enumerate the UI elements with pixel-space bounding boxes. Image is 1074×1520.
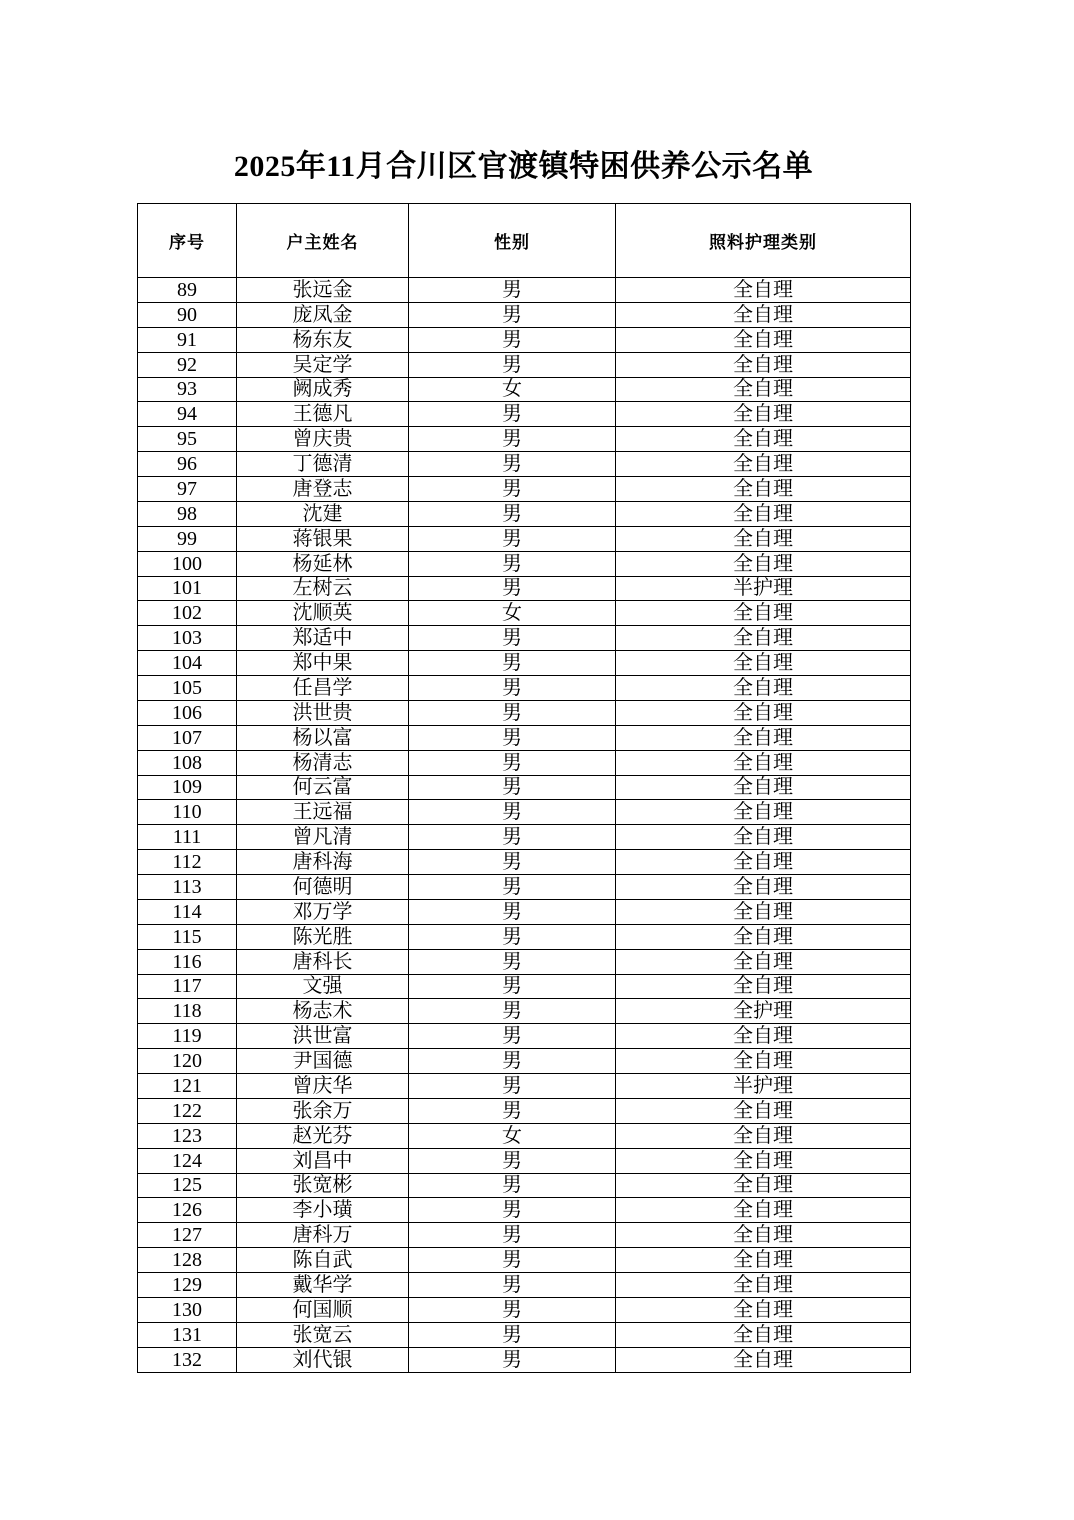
cell-gender: 男: [409, 1223, 616, 1248]
cell-name: 任昌学: [237, 676, 409, 701]
table-row: [138, 825, 911, 850]
cell-care: 半护理: [616, 1074, 911, 1099]
cell-gender: 男: [409, 1173, 616, 1198]
cell-care: 全自理: [616, 402, 911, 427]
cell-name: 陈自武: [237, 1248, 409, 1273]
cell-name: 杨延林: [237, 551, 409, 576]
cell-name: 王德凡: [237, 402, 409, 427]
cell-serial: 129: [138, 1273, 237, 1298]
cell-care: 全自理: [616, 477, 911, 502]
cell-serial: 119: [138, 1024, 237, 1049]
cell-name: 何国顺: [237, 1297, 409, 1322]
cell-care: 全自理: [616, 949, 911, 974]
cell-name: 杨东友: [237, 327, 409, 352]
table-row: [138, 700, 911, 725]
table-row: [138, 725, 911, 750]
table-row: [138, 427, 911, 452]
cell-name: 尹国德: [237, 1049, 409, 1074]
cell-care: 全自理: [616, 1024, 911, 1049]
cell-gender: 男: [409, 1198, 616, 1223]
table-row: [138, 1198, 911, 1223]
cell-gender: 女: [409, 601, 616, 626]
cell-care: 半护理: [616, 576, 911, 601]
cell-care: 全自理: [616, 377, 911, 402]
cell-serial: 100: [138, 551, 237, 576]
cell-serial: 112: [138, 850, 237, 875]
cell-care: 全自理: [616, 750, 911, 775]
cell-serial: 103: [138, 626, 237, 651]
table-row: [138, 576, 911, 601]
cell-name: 丁德清: [237, 452, 409, 477]
header-row: [138, 204, 911, 278]
table-row: [138, 501, 911, 526]
table-row: [138, 1173, 911, 1198]
cell-name: 唐科万: [237, 1223, 409, 1248]
table-row: [138, 1248, 911, 1273]
table-row: [138, 352, 911, 377]
table-row: [138, 1123, 911, 1148]
cell-serial: 102: [138, 601, 237, 626]
cell-gender: 男: [409, 1098, 616, 1123]
cell-gender: 男: [409, 775, 616, 800]
table-row: [138, 1223, 911, 1248]
table-row: [138, 676, 911, 701]
cell-care: 全自理: [616, 1248, 911, 1273]
cell-serial: 89: [138, 278, 237, 303]
cell-name: 赵光芬: [237, 1123, 409, 1148]
table-row: [138, 302, 911, 327]
column-header-care: 照料护理类别: [616, 204, 911, 278]
cell-name: 文强: [237, 974, 409, 999]
cell-gender: 男: [409, 452, 616, 477]
cell-gender: 男: [409, 1347, 616, 1372]
cell-serial: 113: [138, 875, 237, 900]
cell-care: 全自理: [616, 352, 911, 377]
cell-care: 全自理: [616, 700, 911, 725]
column-header-name: 户主姓名: [237, 204, 409, 278]
cell-serial: 130: [138, 1297, 237, 1322]
table-row: [138, 775, 911, 800]
table-row: [138, 800, 911, 825]
cell-name: 何德明: [237, 875, 409, 900]
cell-gender: 男: [409, 327, 616, 352]
table-row: [138, 1049, 911, 1074]
cell-serial: 106: [138, 700, 237, 725]
cell-gender: 男: [409, 1248, 616, 1273]
cell-gender: 男: [409, 974, 616, 999]
cell-care: 全自理: [616, 1273, 911, 1298]
cell-gender: 男: [409, 477, 616, 502]
cell-gender: 男: [409, 850, 616, 875]
cell-care: 全自理: [616, 1297, 911, 1322]
cell-name: 沈顺英: [237, 601, 409, 626]
cell-gender: 男: [409, 651, 616, 676]
cell-name: 戴华学: [237, 1273, 409, 1298]
cell-gender: 男: [409, 999, 616, 1024]
cell-name: 唐科长: [237, 949, 409, 974]
cell-gender: 男: [409, 676, 616, 701]
cell-name: 洪世富: [237, 1024, 409, 1049]
cell-gender: 男: [409, 626, 616, 651]
cell-serial: 126: [138, 1198, 237, 1223]
cell-serial: 125: [138, 1173, 237, 1198]
cell-serial: 110: [138, 800, 237, 825]
cell-gender: 男: [409, 949, 616, 974]
table-row: [138, 601, 911, 626]
table-row: [138, 377, 911, 402]
cell-serial: 93: [138, 377, 237, 402]
cell-care: 全自理: [616, 974, 911, 999]
cell-gender: 男: [409, 875, 616, 900]
cell-name: 张宽彬: [237, 1173, 409, 1198]
cell-serial: 116: [138, 949, 237, 974]
cell-name: 蒋银果: [237, 526, 409, 551]
table-row: [138, 899, 911, 924]
cell-serial: 96: [138, 452, 237, 477]
table-row: [138, 551, 911, 576]
cell-care: 全自理: [616, 1322, 911, 1347]
cell-care: 全自理: [616, 1148, 911, 1173]
cell-care: 全自理: [616, 875, 911, 900]
table-row: [138, 651, 911, 676]
cell-care: 全自理: [616, 775, 911, 800]
cell-name: 何云富: [237, 775, 409, 800]
cell-care: 全自理: [616, 1347, 911, 1372]
cell-name: 唐登志: [237, 477, 409, 502]
cell-care: 全自理: [616, 501, 911, 526]
cell-name: 刘代银: [237, 1347, 409, 1372]
cell-care: 全自理: [616, 601, 911, 626]
table-row: [138, 1098, 911, 1123]
cell-serial: 107: [138, 725, 237, 750]
table-row: [138, 452, 911, 477]
cell-serial: 123: [138, 1123, 237, 1148]
cell-name: 洪世贵: [237, 700, 409, 725]
cell-name: 张余万: [237, 1098, 409, 1123]
cell-serial: 90: [138, 302, 237, 327]
cell-name: 左树云: [237, 576, 409, 601]
cell-gender: 男: [409, 1024, 616, 1049]
cell-gender: 男: [409, 1074, 616, 1099]
cell-care: 全自理: [616, 725, 911, 750]
table-row: [138, 1024, 911, 1049]
cell-serial: 111: [138, 825, 237, 850]
table-row: [138, 278, 911, 303]
cell-care: 全自理: [616, 278, 911, 303]
cell-serial: 97: [138, 477, 237, 502]
cell-gender: 男: [409, 427, 616, 452]
cell-gender: 男: [409, 825, 616, 850]
cell-care: 全自理: [616, 1223, 911, 1248]
cell-serial: 132: [138, 1347, 237, 1372]
cell-gender: 男: [409, 750, 616, 775]
cell-gender: 男: [409, 924, 616, 949]
column-header-gender: 性别: [409, 204, 616, 278]
cell-serial: 124: [138, 1148, 237, 1173]
cell-care: 全自理: [616, 1173, 911, 1198]
cell-gender: 男: [409, 278, 616, 303]
cell-serial: 120: [138, 1049, 237, 1074]
cell-care: 全自理: [616, 1123, 911, 1148]
cell-serial: 121: [138, 1074, 237, 1099]
cell-name: 杨以富: [237, 725, 409, 750]
cell-gender: 男: [409, 576, 616, 601]
cell-name: 杨清志: [237, 750, 409, 775]
cell-gender: 男: [409, 1297, 616, 1322]
cell-care: 全自理: [616, 1049, 911, 1074]
cell-serial: 122: [138, 1098, 237, 1123]
cell-gender: 男: [409, 725, 616, 750]
cell-care: 全自理: [616, 651, 911, 676]
cell-gender: 女: [409, 377, 616, 402]
cell-name: 张远金: [237, 278, 409, 303]
table-row: [138, 1148, 911, 1173]
table-row: [138, 477, 911, 502]
cell-name: 郑中果: [237, 651, 409, 676]
table-row: [138, 1273, 911, 1298]
cell-serial: 128: [138, 1248, 237, 1273]
cell-name: 张宽云: [237, 1322, 409, 1347]
cell-gender: 男: [409, 1273, 616, 1298]
cell-name: 杨志术: [237, 999, 409, 1024]
table-row: [138, 327, 911, 352]
cell-serial: 115: [138, 924, 237, 949]
cell-care: 全自理: [616, 899, 911, 924]
cell-serial: 127: [138, 1223, 237, 1248]
cell-serial: 92: [138, 352, 237, 377]
cell-name: 邓万学: [237, 899, 409, 924]
table-row: [138, 875, 911, 900]
cell-serial: 109: [138, 775, 237, 800]
cell-care: 全自理: [616, 1198, 911, 1223]
cell-care: 全自理: [616, 427, 911, 452]
cell-care: 全自理: [616, 526, 911, 551]
cell-care: 全自理: [616, 825, 911, 850]
cell-gender: 男: [409, 402, 616, 427]
cell-serial: 98: [138, 501, 237, 526]
cell-serial: 105: [138, 676, 237, 701]
table-row: [138, 626, 911, 651]
cell-gender: 男: [409, 551, 616, 576]
cell-name: 吴定学: [237, 352, 409, 377]
table-row: [138, 924, 911, 949]
cell-care: 全自理: [616, 924, 911, 949]
cell-gender: 男: [409, 1148, 616, 1173]
table-row: [138, 999, 911, 1024]
cell-serial: 114: [138, 899, 237, 924]
cell-gender: 男: [409, 352, 616, 377]
cell-gender: 男: [409, 1322, 616, 1347]
cell-serial: 99: [138, 526, 237, 551]
table-row: [138, 1297, 911, 1322]
cell-gender: 男: [409, 302, 616, 327]
roster-table: [137, 203, 911, 1373]
cell-care: 全自理: [616, 626, 911, 651]
cell-name: 沈建: [237, 501, 409, 526]
cell-care: 全自理: [616, 1098, 911, 1123]
cell-gender: 男: [409, 501, 616, 526]
table-row: [138, 402, 911, 427]
cell-gender: 男: [409, 1049, 616, 1074]
cell-care: 全自理: [616, 676, 911, 701]
cell-care: 全自理: [616, 850, 911, 875]
table-row: [138, 750, 911, 775]
cell-serial: 104: [138, 651, 237, 676]
table-row: [138, 1074, 911, 1099]
cell-gender: 男: [409, 800, 616, 825]
cell-serial: 108: [138, 750, 237, 775]
roster-table-header: [138, 204, 911, 278]
table-row: [138, 974, 911, 999]
cell-name: 王远福: [237, 800, 409, 825]
cell-care: 全自理: [616, 452, 911, 477]
cell-name: 曾庆贵: [237, 427, 409, 452]
cell-serial: 95: [138, 427, 237, 452]
cell-care: 全自理: [616, 302, 911, 327]
cell-care: 全自理: [616, 800, 911, 825]
table-row: [138, 526, 911, 551]
cell-name: 阙成秀: [237, 377, 409, 402]
cell-serial: 117: [138, 974, 237, 999]
cell-name: 陈光胜: [237, 924, 409, 949]
cell-serial: 118: [138, 999, 237, 1024]
column-header-serial: 序号: [138, 204, 237, 278]
cell-name: 曾庆华: [237, 1074, 409, 1099]
cell-serial: 101: [138, 576, 237, 601]
cell-serial: 91: [138, 327, 237, 352]
cell-gender: 男: [409, 526, 616, 551]
cell-care: 全护理: [616, 999, 911, 1024]
cell-care: 全自理: [616, 551, 911, 576]
table-row: [138, 1347, 911, 1372]
table-row: [138, 949, 911, 974]
cell-name: 庞凤金: [237, 302, 409, 327]
cell-gender: 男: [409, 899, 616, 924]
cell-gender: 男: [409, 700, 616, 725]
cell-name: 曾凡清: [237, 825, 409, 850]
table-row: [138, 1322, 911, 1347]
table-body: [138, 278, 911, 1373]
cell-gender: 女: [409, 1123, 616, 1148]
cell-name: 郑适中: [237, 626, 409, 651]
cell-name: 刘昌中: [237, 1148, 409, 1173]
cell-care: 全自理: [616, 327, 911, 352]
table-row: [138, 850, 911, 875]
cell-name: 李小璜: [237, 1198, 409, 1223]
cell-serial: 131: [138, 1322, 237, 1347]
page-title: 2025年11月合川区官渡镇特困供养公示名单: [233, 150, 814, 183]
cell-name: 唐科海: [237, 850, 409, 875]
cell-serial: 94: [138, 402, 237, 427]
